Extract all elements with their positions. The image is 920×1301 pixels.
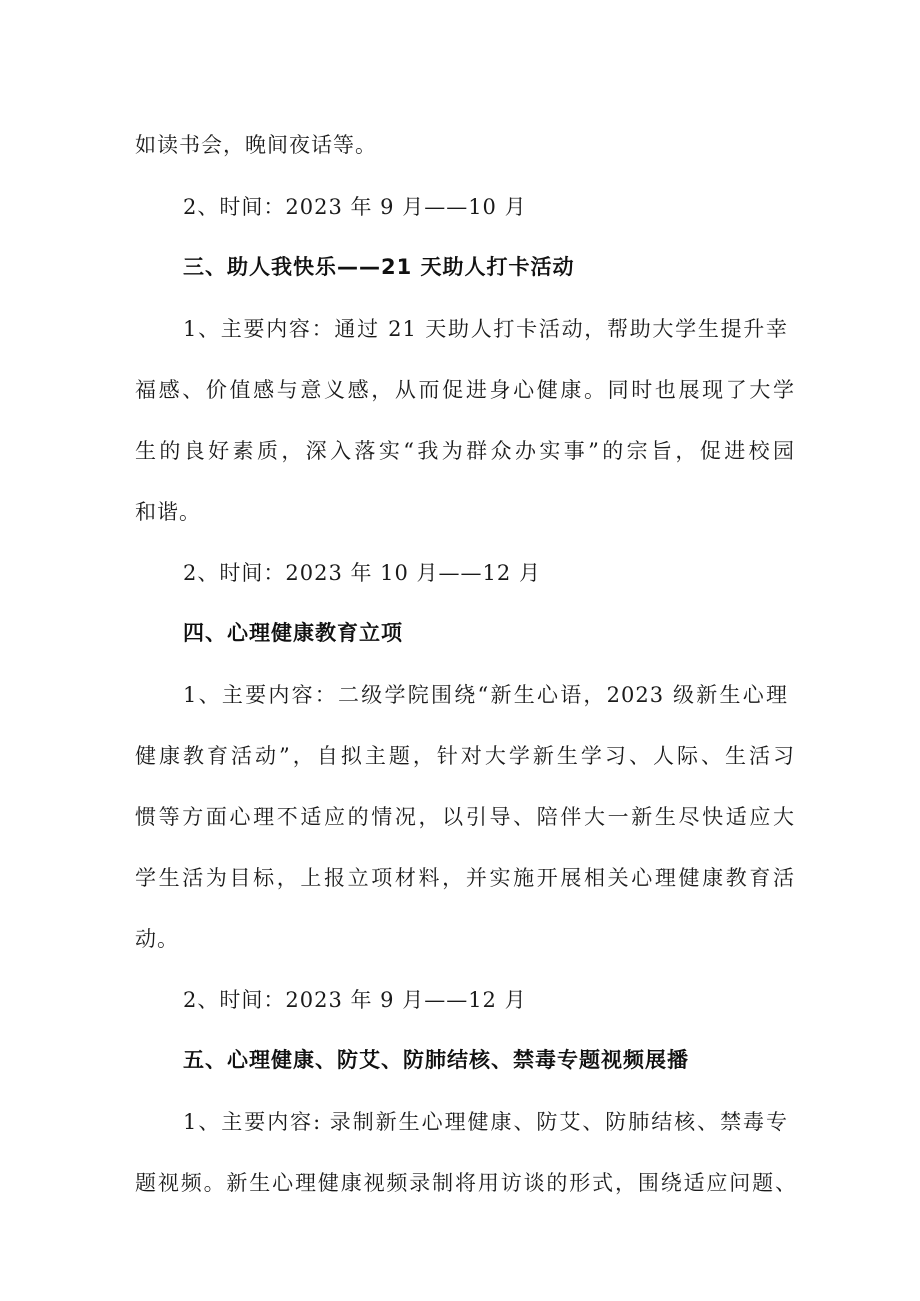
time-line: 2、时间：2023 年 9 月——10 月 — [183, 195, 527, 219]
section-heading-five: 五、心理健康、防艾、防肺结核、禁毒专题视频展播 — [183, 1048, 689, 1072]
paragraph-line: 1、主要内容: 录制新生心理健康、防艾、防肺结核、禁毒专 — [183, 1110, 788, 1134]
paragraph-line: 和谐。 — [135, 500, 201, 524]
paragraph-line: 1、主要内容：通过 21 天助人打卡活动，帮助大学生提升幸 — [183, 317, 788, 341]
paragraph-line: 学生活为目标，上报立项材料，并实施开展相关心理健康教育活 — [135, 866, 795, 890]
section-heading-three: 三、助人我快乐——21 天助人打卡活动 — [183, 255, 575, 279]
paragraph-line: 题视频。新生心理健康视频录制将用访谈的形式，围绕适应问题、 — [135, 1171, 797, 1195]
time-line: 2、时间：2023 年 10 月——12 月 — [183, 561, 541, 585]
paragraph-line: 1、主要内容：二级学院围绕“新生心语，2023 级新生心理 — [183, 683, 788, 707]
paragraph-line: 生的良好素质，深入落实“我为群众办实事”的宗旨，促进校园 — [135, 439, 795, 463]
paragraph-line: 福感、价值感与意义感，从而促进身心健康。同时也展现了大学 — [135, 378, 795, 402]
time-line: 2、时间：2023 年 9 月——12 月 — [183, 988, 527, 1012]
paragraph-line: 动。 — [135, 927, 179, 951]
section-heading-four: 四、心理健康教育立项 — [183, 621, 403, 645]
paragraph-line: 如读书会，晚间夜话等。 — [135, 133, 377, 157]
paragraph-line: 惯等方面心理不适应的情况，以引导、陪伴大一新生尽快适应大 — [135, 805, 795, 829]
paragraph-line: 健康教育活动”，自拟主题，针对大学新生学习、人际、生活习 — [135, 744, 795, 768]
